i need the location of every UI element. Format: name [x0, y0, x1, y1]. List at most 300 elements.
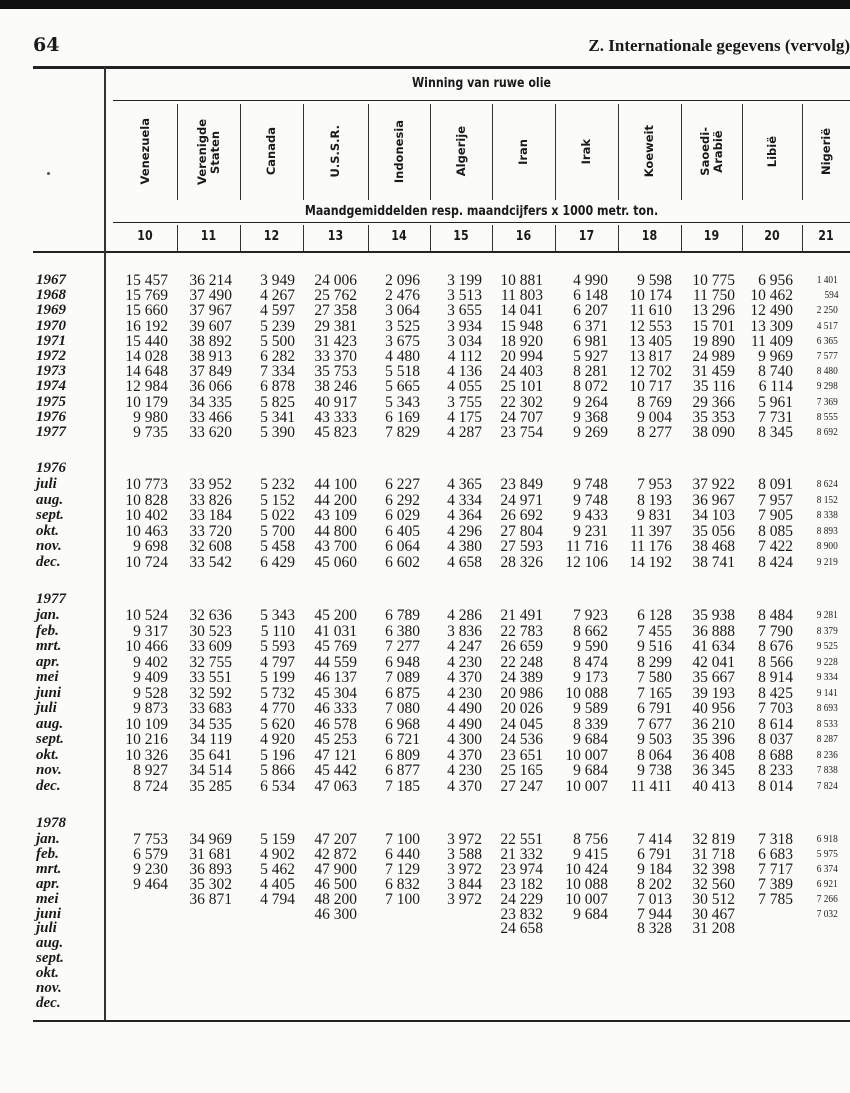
table-cell: 12 553: [629, 317, 672, 335]
table-cell: 43 109: [314, 507, 357, 525]
table-cell: 35 353: [692, 408, 735, 426]
table-cell: 10 088: [565, 875, 608, 893]
row-label: mrt.: [36, 638, 62, 654]
table-cell: 3 755: [447, 393, 482, 411]
column-divider: [742, 225, 743, 251]
row-label: feb.: [36, 845, 59, 862]
row-label: okt.: [36, 746, 59, 763]
table-row: [0, 981, 850, 996]
table-cell: 30 467: [692, 905, 735, 923]
table-cell: 3 064: [385, 302, 420, 320]
table-cell: 7 089: [385, 669, 420, 686]
table-cell: 9 590: [573, 638, 608, 655]
table-cell: 13 309: [750, 317, 793, 335]
column-number: 16: [515, 229, 532, 244]
row-label: okt.: [36, 965, 59, 982]
column-number: 21: [818, 229, 834, 244]
column-header-libi: [742, 104, 802, 199]
table-row: [0, 273, 850, 288]
table-cell: 8 724: [133, 777, 168, 795]
table-row: [0, 608, 850, 623]
table-cell: 9 748: [573, 491, 608, 509]
row-label: mei: [36, 669, 59, 685]
table-cell: 8 425: [758, 684, 793, 702]
table-cell: 9 873: [133, 700, 168, 717]
table-cell: 27 593: [500, 538, 543, 556]
table-cell: 4 770: [260, 700, 295, 717]
table-cell: 8 756: [573, 831, 608, 848]
row-label: 1967: [36, 272, 66, 288]
table-cell: 4 480: [385, 348, 420, 365]
table-row: [0, 508, 850, 523]
block-year-label: 1978: [36, 815, 66, 831]
table-cell: 5 343: [385, 393, 420, 411]
table-cell: 6 791: [637, 700, 672, 717]
table-cell: 6 064: [385, 538, 420, 556]
table-cell: 9 969: [758, 348, 793, 365]
column-name: U.S.S.R.: [328, 125, 342, 178]
table-row: [0, 936, 850, 951]
column-name: Saoedi- Arabië: [697, 127, 725, 176]
column-divider: [555, 225, 556, 251]
table-cell: 6 789: [385, 607, 420, 624]
table-cell: 6 429: [260, 554, 295, 571]
table-cell: 45 769: [314, 638, 357, 655]
table-cell: 13 817: [629, 348, 672, 365]
column-number: 10: [137, 229, 153, 244]
table-cell: 4 300: [447, 731, 482, 748]
table-cell: 7 790: [758, 622, 793, 640]
table-row: [0, 996, 850, 1011]
table-cell: 46 333: [314, 700, 357, 717]
table-cell: 6 968: [385, 715, 420, 733]
table-cell: 9 231: [573, 522, 608, 540]
table-cell: 20 994: [500, 348, 543, 365]
table-cell: 9 831: [637, 507, 672, 525]
table-cell: 12 106: [565, 554, 608, 571]
table-cell: 24 658: [500, 920, 543, 938]
table-cell: 8 072: [573, 378, 608, 396]
table-cell: 37 922: [692, 476, 735, 493]
table-cell: 11 610: [629, 302, 672, 320]
column-name: Indonesia: [391, 119, 406, 184]
table-row: [0, 966, 850, 981]
table-cell: 9 281: [816, 609, 838, 621]
table-cell: 9 698: [133, 538, 168, 556]
column-number: 11: [200, 229, 217, 244]
table-cell: 9 317: [133, 622, 168, 640]
table-cell: 4 797: [260, 653, 295, 671]
table-cell: 7 753: [133, 831, 168, 848]
table-cell: 8 338: [816, 509, 838, 522]
table-row: [0, 288, 850, 303]
row-label: sept.: [36, 950, 64, 967]
table-cell: 4 247: [447, 638, 482, 655]
table-cell: 5 825: [260, 393, 295, 411]
row-label: juli: [36, 920, 57, 937]
table-cell: 15 948: [500, 317, 543, 335]
table-cell: 9 735: [133, 424, 168, 441]
table-cell: 32 560: [692, 875, 735, 893]
table-cell: 3 836: [447, 622, 482, 640]
table-cell: 23 754: [500, 424, 543, 441]
table-cell: 8 914: [758, 669, 793, 686]
table-cell: 15 769: [125, 287, 168, 305]
table-cell: 9 173: [573, 669, 608, 686]
table-cell: 45 304: [314, 684, 357, 702]
table-cell: 32 608: [189, 538, 232, 556]
column-divider: [802, 104, 803, 200]
table-cell: 45 253: [314, 731, 357, 748]
table-row: [0, 717, 850, 732]
table-cell: 32 636: [189, 607, 232, 624]
column-divider: [742, 104, 743, 200]
table-cell: 13 405: [629, 332, 672, 350]
table-cell: 8 379: [816, 624, 838, 637]
row-label: jan.: [36, 607, 60, 623]
table-cell: 4 597: [260, 302, 295, 320]
table-cell: 36 345: [692, 762, 735, 779]
table-cell: 37 849: [189, 363, 232, 381]
table-cell: 8 202: [637, 875, 672, 893]
top-rule: [33, 66, 850, 69]
table-cell: 7 829: [385, 424, 420, 441]
table-cell: 9 141: [816, 686, 838, 699]
table-cell: 8 152: [816, 493, 838, 506]
table-cell: 7 013: [637, 890, 672, 908]
table-cell: 8 893: [816, 524, 838, 537]
table-cell: 4 370: [447, 777, 482, 795]
table-cell: 10 466: [125, 638, 168, 655]
table-cell: 14 648: [125, 363, 168, 381]
table-cell: 7 577: [816, 350, 838, 362]
table-cell: 5 665: [385, 378, 420, 396]
table-cell: 9 980: [133, 408, 168, 426]
table-cell: 4 230: [447, 762, 482, 779]
table-cell: 36 888: [692, 622, 735, 640]
table-cell: 32 398: [692, 860, 735, 878]
table-cell: 46 137: [314, 669, 357, 686]
table-cell: 8 193: [637, 491, 672, 509]
table-cell: 34 514: [189, 762, 232, 779]
table-cell: 13 296: [692, 302, 735, 320]
table-cell: 9 219: [816, 556, 838, 568]
column-name: Irak: [579, 138, 593, 165]
table-cell: 7 953: [637, 476, 672, 493]
table-cell: 23 832: [500, 905, 543, 923]
row-label: aug.: [36, 491, 64, 508]
table-cell: 5 199: [260, 669, 295, 686]
block-year-label: 1976: [36, 460, 66, 476]
table-cell: 7 318: [758, 831, 793, 848]
table-cell: 4 658: [447, 554, 482, 571]
table-cell: 24 006: [314, 272, 357, 289]
table-cell: 3 972: [447, 890, 482, 908]
column-divider: [555, 104, 556, 200]
table-cell: 8 037: [758, 731, 793, 748]
table-cell: 44 800: [314, 522, 357, 540]
column-header-koeweit: [618, 104, 681, 199]
column-divider: [240, 104, 241, 200]
table-cell: 24 971: [500, 491, 543, 509]
table-cell: 36 066: [189, 378, 232, 396]
table-cell: 22 783: [500, 622, 543, 640]
table-cell: 24 229: [500, 890, 543, 908]
row-label: dec.: [36, 777, 61, 794]
table-cell: 3 525: [385, 317, 420, 335]
column-header-indonesia: [368, 104, 430, 199]
table-cell: 5 593: [260, 638, 295, 655]
table-cell: 9 684: [573, 905, 608, 923]
table-cell: 23 182: [500, 875, 543, 893]
table-cell: 31 718: [692, 845, 735, 863]
table-row: [0, 701, 850, 716]
table-cell: 9 004: [637, 408, 672, 426]
row-label: jan.: [36, 831, 60, 847]
table-cell: 15 660: [125, 302, 168, 320]
table-cell: 38 913: [189, 348, 232, 365]
row-label: aug.: [36, 715, 64, 732]
table-row: [0, 524, 850, 539]
table-cell: 15 457: [125, 272, 168, 289]
table-cell: 33 551: [189, 669, 232, 686]
column-number: 15: [453, 229, 469, 244]
table-cell: 10 109: [125, 715, 168, 733]
table-cell: 33 370: [314, 348, 357, 365]
table-cell: 6 791: [637, 845, 672, 863]
row-label: apr.: [36, 875, 60, 892]
table-cell: 21 491: [500, 607, 543, 624]
column-name: Koeweit: [642, 125, 656, 178]
column-name: Nigerië: [818, 127, 833, 175]
table-cell: 6 579: [133, 845, 168, 863]
row-label: okt.: [36, 522, 59, 539]
table-cell: 10 179: [125, 393, 168, 411]
column-divider: [618, 104, 619, 200]
table-cell: 46 578: [314, 715, 357, 733]
table-cell: 5 700: [260, 522, 295, 540]
table-cell: 31 423: [314, 332, 357, 350]
table-cell: 44 559: [314, 653, 357, 671]
table-cell: 8 676: [758, 638, 793, 655]
column-name: Canada: [264, 127, 278, 176]
table-cell: 9 598: [637, 272, 672, 289]
table-cell: 34 969: [189, 831, 232, 848]
table-cell: 9 402: [133, 653, 168, 671]
row-label: juli: [36, 476, 57, 492]
column-divider: [240, 225, 241, 251]
column-name: Venezuela: [137, 118, 152, 185]
table-cell: 4 990: [573, 272, 608, 289]
table-cell: 7 389: [758, 875, 793, 893]
table-cell: 8 480: [816, 365, 838, 378]
table-cell: 7 677: [637, 715, 672, 733]
title-rule: [113, 100, 850, 101]
column-number: 18: [641, 229, 658, 244]
table-cell: 4 364: [447, 507, 482, 525]
table-cell: 47 121: [314, 746, 357, 764]
column-divider: [618, 225, 619, 251]
table-cell: 29 381: [314, 317, 357, 335]
unit-rule: [113, 222, 850, 223]
table-cell: 35 667: [692, 669, 735, 686]
row-label: 1970: [36, 317, 66, 334]
row-label: 1969: [36, 302, 66, 319]
table-row: [0, 892, 850, 907]
table-cell: 4 370: [447, 669, 482, 686]
table-cell: 25 165: [500, 762, 543, 779]
table-cell: 35 285: [189, 777, 232, 795]
table-cell: 5 159: [260, 831, 295, 848]
table-cell: 10 326: [125, 746, 168, 764]
table-cell: 2 096: [385, 272, 420, 289]
table-cell: 4 055: [447, 378, 482, 396]
table-cell: 27 358: [314, 302, 357, 320]
table-cell: 8 555: [816, 410, 838, 423]
column-number: 14: [391, 229, 407, 244]
table-row: [0, 624, 850, 639]
table-cell: 7 185: [385, 777, 420, 795]
table-cell: 33 620: [189, 424, 232, 441]
table-row: [0, 319, 850, 334]
table-cell: 7 905: [758, 507, 793, 525]
table-cell: 48 200: [314, 890, 357, 908]
table-cell: 32 819: [692, 831, 735, 848]
table-cell: 6 918: [816, 833, 838, 845]
table-cell: 12 490: [750, 302, 793, 320]
table-cell: 5 341: [260, 408, 295, 426]
table-cell: 24 707: [500, 408, 543, 426]
table-cell: 6 405: [385, 522, 420, 540]
table-cell: 36 893: [189, 860, 232, 878]
table-cell: 36 967: [692, 491, 735, 509]
column-number: 19: [703, 229, 720, 244]
table-row: [0, 748, 850, 763]
table-cell: 28 326: [500, 554, 543, 571]
table-cell: 40 413: [692, 777, 735, 795]
table-row: [0, 686, 850, 701]
table-cell: 35 753: [314, 363, 357, 381]
table-row: [0, 539, 850, 554]
table-cell: 6 292: [385, 491, 420, 509]
table-cell: 10 463: [125, 522, 168, 540]
table-cell: 8 769: [637, 393, 672, 411]
table-cell: 37 490: [189, 287, 232, 305]
table-cell: 41 634: [692, 638, 735, 655]
table-cell: 3 034: [447, 332, 482, 350]
row-label: aug.: [36, 935, 64, 952]
table-cell: 3 934: [447, 317, 482, 335]
table-cell: 10 773: [125, 476, 168, 493]
table-cell: 10 007: [565, 746, 608, 764]
table-cell: 7 266: [816, 892, 838, 905]
table-cell: 38 892: [189, 332, 232, 350]
table-cell: 31 459: [692, 363, 735, 381]
table-cell: 10 007: [565, 777, 608, 795]
table-cell: 36 408: [692, 746, 735, 764]
table-cell: 32 592: [189, 684, 232, 702]
table-cell: 44 100: [314, 476, 357, 493]
row-label: 1975: [36, 393, 66, 410]
column-divider: [303, 225, 304, 251]
table-cell: 4 286: [447, 607, 482, 624]
table-cell: 7 369: [816, 395, 838, 408]
table-cell: 23 974: [500, 860, 543, 878]
column-divider: [430, 225, 431, 251]
table-cell: 6 534: [260, 777, 295, 795]
table-cell: 30 512: [692, 890, 735, 908]
table-row: [0, 410, 850, 425]
table-cell: 46 300: [314, 905, 357, 923]
table-cell: 36 210: [692, 715, 735, 733]
column-header-u-s-s-r: [303, 104, 368, 199]
table-cell: 35 938: [692, 607, 735, 624]
table-cell: 20 026: [500, 700, 543, 717]
table-cell: 5 458: [260, 538, 295, 556]
row-label: apr.: [36, 653, 60, 670]
table-cell: 42 872: [314, 845, 357, 863]
table-cell: 6 374: [816, 862, 838, 875]
table-cell: 44 200: [314, 491, 357, 509]
table-cell: 8 662: [573, 622, 608, 640]
table-cell: 8 424: [758, 554, 793, 571]
table-cell: 41 031: [314, 622, 357, 640]
row-label: sept.: [36, 507, 64, 524]
row-label: 1976: [36, 408, 66, 425]
table-cell: 10 174: [629, 287, 672, 305]
table-cell: 42 041: [692, 653, 735, 671]
table-cell: 7 414: [637, 831, 672, 848]
table-cell: 4 136: [447, 363, 482, 381]
table-cell: 8 474: [573, 653, 608, 671]
table-cell: 3 949: [260, 272, 295, 289]
table-cell: 5 500: [260, 332, 295, 350]
column-divider: [681, 104, 682, 200]
table-row: [0, 907, 850, 922]
table-cell: 3 972: [447, 831, 482, 848]
table-cell: 7 957: [758, 491, 793, 509]
column-name: Libië: [764, 135, 779, 168]
table-cell: 4 902: [260, 845, 295, 863]
table-cell: 14 192: [629, 554, 672, 571]
table-cell: 7 944: [637, 905, 672, 923]
table-cell: 5 620: [260, 715, 295, 733]
table-cell: 5 390: [260, 424, 295, 441]
column-header-canada: [240, 104, 303, 199]
table-cell: 5 239: [260, 317, 295, 335]
row-label: dec.: [36, 994, 61, 1011]
row-label: dec.: [36, 554, 61, 570]
table-cell: 5 518: [385, 363, 420, 381]
table-cell: 36 214: [189, 272, 232, 289]
table-row: [0, 847, 850, 862]
table-cell: 8 566: [758, 653, 793, 671]
table-row: [0, 763, 850, 778]
table-cell: 33 683: [189, 700, 232, 717]
table-cell: 8 299: [637, 653, 672, 671]
table-cell: 4 230: [447, 684, 482, 702]
table-cell: 12 984: [125, 378, 168, 396]
table-cell: 10 402: [125, 507, 168, 525]
table-cell: 38 090: [692, 424, 735, 441]
table-cell: 6 365: [816, 334, 838, 347]
row-label: 1974: [36, 378, 66, 395]
table-cell: 6 875: [385, 684, 420, 702]
table-cell: 20 986: [500, 684, 543, 702]
table-cell: 36 871: [189, 890, 232, 908]
table-row: [0, 732, 850, 747]
row-label: mrt.: [36, 860, 62, 877]
